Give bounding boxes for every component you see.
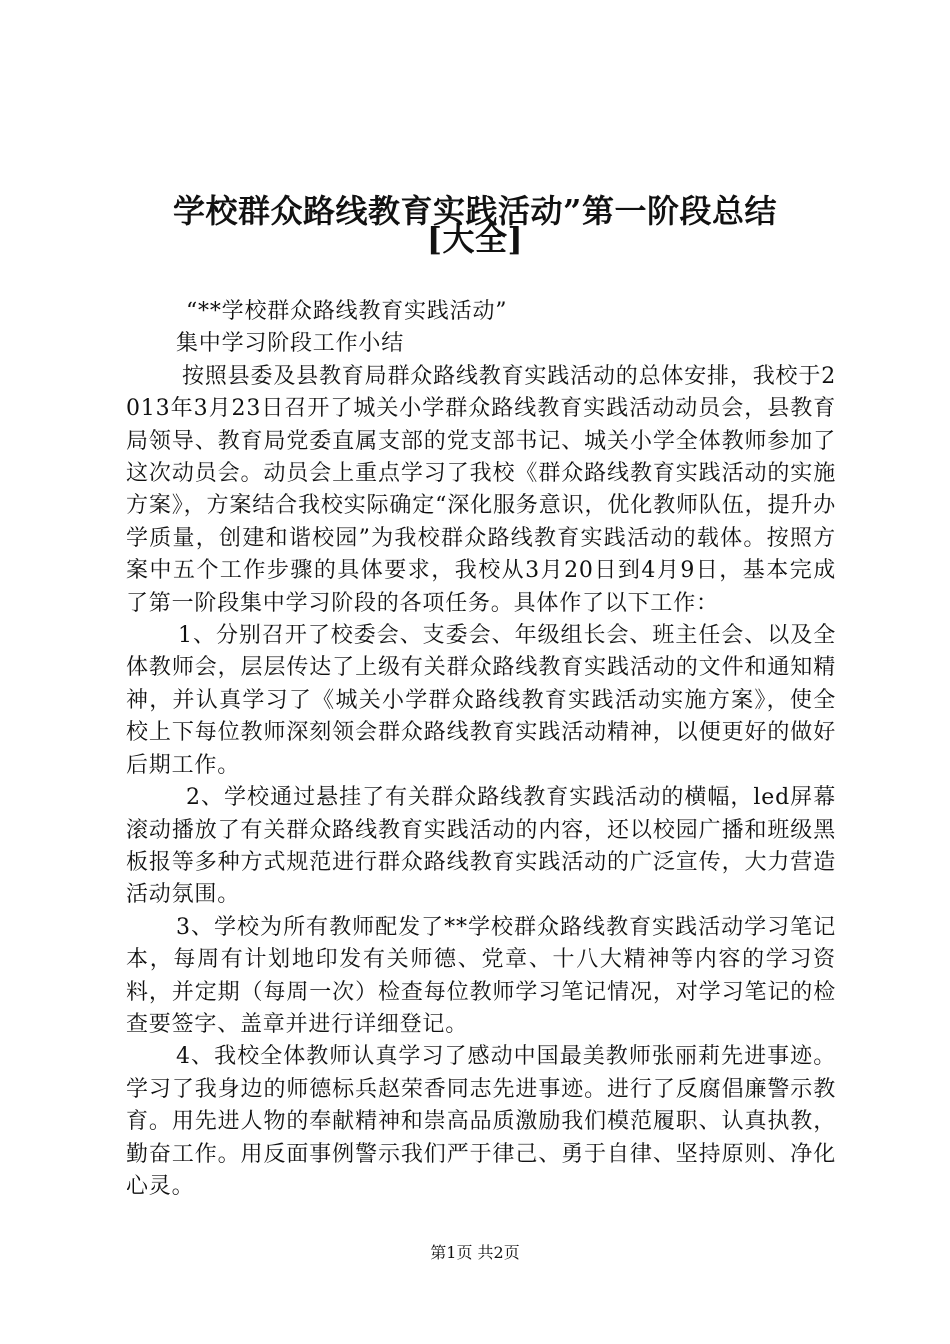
body-paragraph: 2、学校通过悬挂了有关群众路线教育实践活动的横幅，led屏幕滚动播放了有关群众路线教育实践活动的内容，还以校园广播和班级黑板报等多种方式规范进行群众路线教育实践活动的广泛宣传，大力营造活动氛围。 bbox=[126, 785, 836, 908]
body-paragraph: 3、学校为所有教师配发了**学校群众路线教育实践活动学习笔记本，每周有计划地印发有关师德、党章、十八大精神等内容的学习资料，并定期（每周一次）检查每位教师学习笔记情况，对学习笔记的检查要签字、盖章并进行详细登记。 bbox=[126, 914, 836, 1037]
subtitle-line-1: “**学校群众路线教育实践活动” bbox=[186, 299, 508, 324]
body-paragraph: 按照县委及县教育局群众路线教育实践活动的总体安排，我校于2013年3月23日召开了城关小学群众路线教育实践活动动员会，县教育局领导、教育局党委直属支部的党支部书记、城关小学全体教师参加了这次动员会。动员会上重点学习了我校《群众路线教育实践活动的实施方案》，方案结合我校实际确定“深化服务意识，优化教师队伍，提升办学质量，创建和谐校园”为我校群众路线教育实践活动的载体。按照方案中五个工作步骤的具体要求，我校从3月20日到4月9日，基本完成了第一阶段集中学习阶段的各项任务。具体作了以下工作： bbox=[126, 363, 836, 616]
subtitle-line-2: 集中学习阶段工作小结 bbox=[176, 331, 405, 357]
document-title: 学校群众路线教育实践活动”第一阶段总结 bbox=[173, 192, 777, 230]
page-number-footer: 第1页 共2页 bbox=[430, 1243, 520, 1262]
body-paragraph: 4、我校全体教师认真学习了感动中国最美教师张丽莉先进事迹。学习了我身边的师德标兵赵荣香同志先进事迹。进行了反腐倡廉警示教育。用先进人物的奉献精神和崇高品质激励我们模范履职、认真执教，勤奋工作。用反面事例警示我们严于律己、勇于自律、坚持原则、净化心灵。 bbox=[126, 1044, 836, 1199]
body-paragraph: 1、分别召开了校委会、支委会、年级组长会、班主任会、以及全体教师会，层层传达了上级有关群众路线教育实践活动的文件和通知精神，并认真学习了《城关小学群众路线教育实践活动实施方案》，使全校上下每位教师深刻领会群众路线教育实践活动精神，以便更好的做好后期工作。 bbox=[126, 623, 836, 778]
document-title-suffix: [大全] bbox=[426, 220, 524, 258]
document-body bbox=[126, 296, 836, 1203]
